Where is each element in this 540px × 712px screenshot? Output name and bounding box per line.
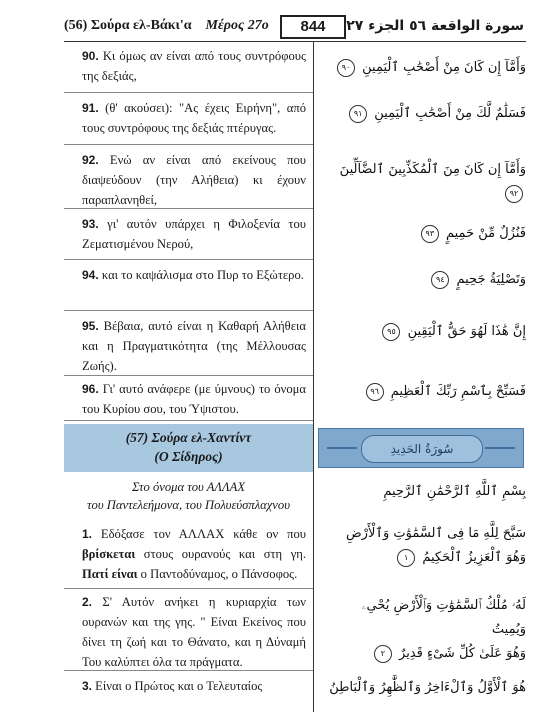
page-number: 844 (280, 15, 346, 39)
sura-subtitle: (Ο Σίδηρος) (154, 449, 223, 464)
basmala-line-1: Στο όνομα του ΑΛΛΑΧ (131, 480, 246, 494)
verse-marker-icon: ٩٤ (431, 271, 449, 289)
verse-text: ο Παντοδύναμος, ο Πάνσοφος. (137, 567, 298, 581)
verse-90 (82, 46, 306, 86)
arabic-verse-3 (326, 676, 526, 700)
verse-marker-icon: ٩٠ (337, 59, 355, 77)
verse-text: γι' αυτόν υπάρχει η Φιλοξενία του Ζεματισμένου Νερού, (82, 217, 306, 251)
basmala-arabic: بِسْمِ ٱللَّهِ ٱلرَّحْمَٰنِ ٱلرَّحِيمِ (383, 484, 526, 499)
column-divider (313, 42, 314, 712)
arabic-verse-94 (326, 268, 526, 292)
verse-number: 1. (82, 527, 93, 541)
verse-96 (82, 379, 306, 419)
verse-marker-icon: ٩٦ (366, 383, 384, 401)
verse-number: 95. (82, 319, 99, 333)
verse-number: 2. (82, 595, 93, 609)
verse-text: Κι όμως αν είναι από τους συντρόφους της δεξιάς, (82, 49, 306, 83)
page-header (64, 15, 524, 39)
header-part-greek: Μέρος 27ο (205, 18, 269, 33)
arabic-text: سَبَّحَ لِلَّهِ مَا فِى ٱلسَّمَٰوَٰتِ وَٱلْأَرْضِ (345, 526, 526, 541)
ornament-left (327, 447, 357, 449)
verse-number: 92. (82, 153, 99, 167)
arabic-verse-2 (326, 594, 526, 666)
verse-separator (64, 420, 313, 421)
verse-1 (82, 524, 306, 584)
verse-text: Γι' αυτό ανάφερε (με ύμνους) το όνομα του Κυρίου σου, του Ύψιστου. (82, 382, 306, 416)
header-arabic: سورة الواقعة ٥٦ الجزء ٢٧ (346, 18, 524, 34)
header-divider (64, 41, 526, 42)
header-greek (64, 18, 269, 34)
verse-marker-icon: ٢ (374, 645, 392, 663)
arabic-text: إِنَّ هَٰذَا لَهُوَ حَقُّ ٱلْيَقِينِ (407, 324, 526, 339)
verse-95 (82, 316, 306, 376)
verse-marker-icon: ٩٥ (382, 323, 400, 341)
verse-text-bold: Πατί είναι (82, 567, 138, 581)
verse-93 (82, 214, 306, 254)
verse-separator (64, 310, 313, 311)
sura-arabic-title: سُورَةُ الحَدِيدِ (361, 435, 483, 463)
verse-number: 94. (82, 268, 99, 282)
verse-text: Βέβαια, αυτό είναι η Καθαρή Αλήθεια και η Πραγματικότητα (της Μέλλουσας Ζωής). (82, 319, 306, 373)
arabic-text: هُوَ ٱلْأَوَّلُ وَٱلْءَاخِرُ وَٱلظَّٰهِرُ وَٱلْبَاطِنُ (329, 680, 526, 695)
sura-title-box (64, 424, 313, 472)
verse-marker-icon: ٩١ (349, 105, 367, 123)
arabic-text: وَأَمَّآ إِن كَانَ مِنَ ٱلْمُكَذِّبِينَ ٱلضَّآلِّينَ (339, 162, 526, 177)
verse-text: Εδόξασε τον ΑΛΛΑΧ κάθε ον που (100, 527, 306, 541)
verse-2 (82, 592, 306, 672)
arabic-text: فَسَبِّحْ بِٱسْمِ رَبِّكَ ٱلْعَظِيمِ (390, 384, 526, 399)
verse-separator (64, 208, 313, 209)
sura-title: (57) Σούρα ελ-Χαντίντ (125, 430, 252, 445)
verse-91 (82, 98, 306, 138)
arabic-text: وَهُوَ عَلَىٰ كُلِّ شَىْءٍ قَدِيرٌ (399, 646, 526, 661)
verse-separator (64, 375, 313, 376)
verse-text: Είναι ο Πρώτος και ο Τελευταίος (95, 679, 263, 693)
verse-separator (64, 588, 313, 589)
arabic-text: لَهُۥ مُلْكُ ٱلسَّمَٰوَٰتِ وَٱلْأَرْضِ يُحْىِۦ وَيُمِيتُ (361, 598, 526, 637)
basmala-greek (64, 478, 313, 514)
arabic-verse-1 (326, 522, 526, 570)
verse-94 (82, 265, 306, 285)
arabic-verse-93 (326, 222, 526, 246)
verse-number: 96. (82, 382, 99, 396)
sura-ornament-banner (318, 428, 524, 468)
arabic-verse-95 (326, 320, 526, 344)
arabic-verse-96 (326, 380, 526, 404)
verse-number: 90. (82, 49, 99, 63)
ornament-right (485, 447, 515, 449)
header-sura-greek: (56) Σούρα ελ-Βάκι'α (64, 18, 192, 33)
verse-separator (64, 92, 313, 93)
arabic-text: وَهُوَ ٱلْعَزِيزُ ٱلْحَكِيمُ (422, 550, 526, 565)
arabic-verse-90 (326, 56, 526, 80)
verse-marker-icon: ٩٣ (421, 225, 439, 243)
arabic-verse-92 (326, 158, 526, 206)
verse-number: 91. (82, 101, 99, 115)
verse-text-bold: βρίσκεται (82, 547, 136, 561)
verse-text: στους ουρανούς και στη γη. (135, 547, 306, 561)
verse-92 (82, 150, 306, 210)
verse-separator (64, 259, 313, 260)
verse-text: και το καψάλισμα στο Πυρ το Εξώτερο. (101, 268, 304, 282)
verse-number: 3. (82, 679, 93, 693)
arabic-text: وَأَمَّآ إِن كَانَ مِنْ أَصْحَٰبِ ٱلْيَمِينِ (362, 60, 526, 75)
verse-separator (64, 670, 313, 671)
arabic-text: فَسَلَٰمٌ لَّكَ مِنْ أَصْحَٰبِ ٱلْيَمِينِ (374, 106, 526, 121)
verse-marker-icon: ١ (397, 549, 415, 567)
arabic-verse-91 (326, 102, 526, 126)
verse-text: (θ' ακούσει): "Ας έχεις Ειρήνη", από τους συντρόφους της δεξιάς πτέρυγας. (82, 101, 306, 135)
arabic-text: فَنُزُلٌ مِّنْ حَمِيمٍ (445, 226, 526, 241)
basmala-line-2: του Παντελεήμονα, του Πολυεύσπλαχνου (87, 498, 290, 512)
verse-text: Ενώ αν είναι από εκείνους που διαψεύδουν (την Αλήθεια) κι έχουν παραπλανηθεί, (82, 153, 306, 207)
verse-3 (82, 676, 306, 696)
arabic-text: وَتَصْلِيَةُ جَحِيمٍ (456, 272, 526, 287)
verse-marker-icon: ٩٢ (505, 185, 523, 203)
verse-number: 93. (82, 217, 99, 231)
verse-separator (64, 144, 313, 145)
verse-text: Σ' Αυτόν ανήκει η κυριαρχία των ουρανών και της γης. " Είναι Εκείνος που δίνει τη ζωή και το Θάνατο, και η Δύναμή Του καλύπτει όλα τα πράγματα. (82, 595, 306, 669)
